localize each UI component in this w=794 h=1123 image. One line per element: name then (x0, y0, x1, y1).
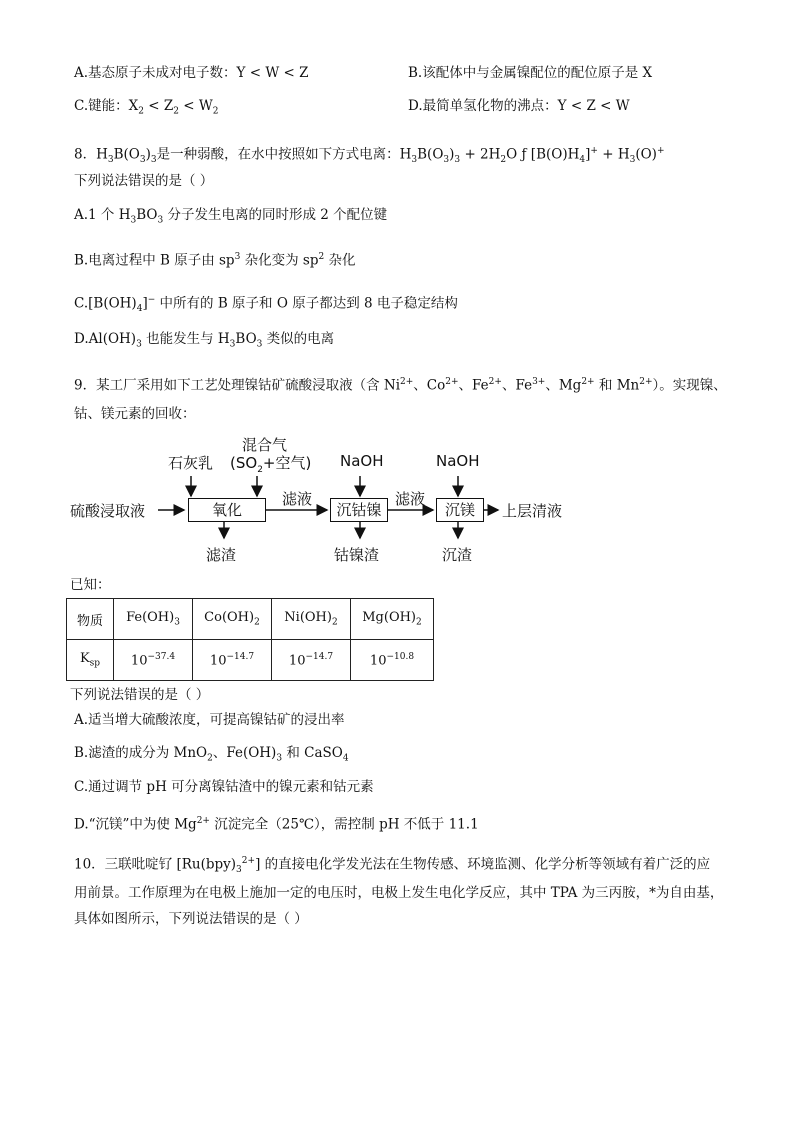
q9-sup: 2+ (581, 377, 595, 387)
flow-output-label: 上层清液 (502, 502, 563, 520)
q8b-sup: 2 (318, 252, 325, 262)
q9-known-text: 已知： (70, 577, 111, 593)
table-header-cell (193, 599, 272, 640)
q9c-text: C.通过调节 pH 可分离镍钴渣中的镍元素和钴元素 (74, 779, 374, 795)
q8d-text: 也能发生与 H (141, 331, 230, 347)
table-cell (351, 640, 434, 681)
reagent2-sub: 2 (257, 465, 263, 475)
table-header-cell: 物质 (67, 599, 114, 640)
flow-out1-label: 滤渣 (206, 546, 237, 564)
ksp-exp: −37.4 (147, 651, 176, 662)
q8-sub: 3 (107, 155, 114, 166)
reagent2-text: +空气) (262, 454, 312, 472)
q8-stem-text: ) (145, 146, 151, 163)
q8c-text: 中所有的 B 原子和 O 原子都达到 8 电子稳定结构 (155, 295, 458, 312)
q7c-text: < Z (144, 98, 174, 114)
flow-out3-label: 沉渣 (442, 546, 473, 564)
ksp-label: K (79, 651, 90, 667)
q8c-text: ] (142, 295, 148, 312)
q8-stem-text: + H (597, 146, 630, 163)
q10-sub: 3 (236, 865, 242, 876)
q8-option-a (74, 206, 387, 230)
q8-sub: 3 (139, 155, 146, 166)
q9-stem-text: ）。实现镍、 (652, 377, 727, 394)
q9b-sub: 2 (207, 753, 213, 764)
q8b-sup: 3 (234, 252, 241, 262)
q8d-sub: 3 (229, 339, 236, 350)
q10-sup: 2+ (241, 856, 256, 866)
q8-stem-text: + 2H (460, 146, 501, 163)
table-row (67, 599, 434, 640)
flow-box-oxidation: 氧化 (188, 498, 266, 522)
q8-sub: 3 (443, 155, 450, 166)
q9-stem-text: 和 Mn (594, 377, 640, 394)
q8d-sub: 3 (256, 339, 263, 350)
q9-option-d (74, 812, 479, 834)
q9-stem2-text: 钴、镁元素的回收： (74, 406, 196, 422)
q9-option-b (74, 744, 349, 768)
col-sub: 3 (174, 617, 180, 628)
flow-box-mg: 沉镁 (436, 498, 484, 522)
col-sub: 2 (331, 617, 338, 628)
table-row-label (67, 640, 114, 681)
q9-stem-text: 、Fe (501, 377, 533, 394)
q8a-sub: 3 (157, 215, 164, 226)
q8-stem (74, 142, 665, 169)
q7-option-d-text: D.最简单氢化物的沸点：Y < Z < W (408, 98, 630, 114)
q8-stem-text: 是一种弱酸，在水中按照如下方式电离：H (156, 146, 412, 163)
q8-option-b (74, 248, 356, 270)
q9-sup: 2+ (445, 377, 459, 387)
table-header-cell (114, 599, 193, 640)
q8-sup: + (656, 146, 665, 156)
flow-reagent2-line2 (230, 452, 311, 475)
flow-box-co-ni: 沉钴镍 (330, 498, 388, 522)
process-flow-diagram (70, 430, 590, 575)
q8a-text: A.1 个 H (74, 207, 131, 223)
flow-mid1-label: 滤液 (282, 490, 313, 508)
table-cell (114, 640, 193, 681)
ksp-base: 10 (130, 653, 148, 669)
q8-sub: 4 (579, 155, 586, 166)
q8c-sup: − (147, 295, 156, 305)
q9d-text: 沉淀完全（25℃），需控制 pH 不低于 11.1 (209, 816, 479, 833)
ksp-exp: −10.8 (386, 651, 415, 662)
q8-sub: 2 (500, 155, 507, 166)
q9-sup: 2+ (639, 377, 653, 387)
q7-option-b (408, 64, 652, 82)
q9-stem-text: 、Mg (545, 377, 582, 394)
q8-option-c (74, 291, 458, 318)
reagent2-text: (SO (230, 454, 258, 472)
q9-sup: 3+ (532, 377, 546, 387)
q9b-text: 和 CaSO (282, 745, 343, 761)
q10-line3 (74, 910, 308, 928)
q8-sub: 3 (629, 155, 636, 166)
flow-reagent1-label: 石灰乳 (168, 454, 214, 472)
q8-stem-text: B(O (417, 146, 444, 163)
q8d-sub: 3 (136, 339, 142, 350)
col-name: Ni(OH) (284, 610, 332, 626)
flow-reagent2-line1: 混合气 (242, 436, 288, 454)
q9-stem-line1 (74, 373, 727, 395)
q9-stem-text: 9．某工厂采用如下工艺处理镍钴矿硫酸浸取液（含 Ni (74, 377, 401, 394)
q9d-text: D.“沉镁”中为使 Mg (74, 816, 197, 833)
q8c-sub: 4 (136, 304, 143, 315)
q8b-text: 杂化变为 sp (240, 252, 319, 269)
q10-line2-text: 用前景。工作原理为在电极上施加一定的电压时，电极上发生电化学反应，其中 TPA 为三丙胺，*为自由基， (74, 885, 724, 901)
ksp-sub: sp (89, 658, 101, 669)
q7c-sub: 2 (138, 106, 144, 117)
q8-option-d (74, 330, 334, 354)
q8d-text: D.Al(OH) (74, 331, 137, 347)
q9-ask-text: 下列说法错误的是（ ） (70, 687, 210, 703)
q8d-text: 类似的电离 (262, 331, 335, 347)
q9a-text: A.适当增大硫酸浓度，可提高镍钴矿的浸出率 (74, 712, 345, 728)
table-row (67, 640, 434, 681)
q8-stem-text: 8．H (74, 146, 108, 163)
q9b-sub: 3 (276, 753, 283, 764)
q7-option-a (74, 64, 309, 82)
flow-input-label: 硫酸浸取液 (70, 502, 146, 520)
q8-sub: 3 (150, 155, 157, 166)
q7-option-d (408, 97, 630, 115)
q7c-text: < W (179, 98, 213, 114)
q9-known (70, 576, 111, 594)
q10-line2 (74, 884, 723, 902)
q9b-text: 、Fe(OH) (212, 745, 277, 761)
q8c-text: C.[B(OH) (74, 295, 137, 312)
q8a-sub: 3 (130, 215, 137, 226)
flow-reagent3-label: NaOH (340, 452, 384, 470)
q8d-text: BO (235, 331, 257, 347)
ksp-base: 10 (288, 653, 306, 669)
q8-sub: 3 (454, 155, 461, 166)
flow-mid2-label: 滤液 (395, 490, 426, 508)
q9-option-a (74, 711, 345, 729)
col-sub: 2 (416, 617, 422, 628)
q8b-text: 杂化 (324, 252, 356, 269)
q8-sub: 3 (411, 155, 418, 166)
table-header-cell (351, 599, 434, 640)
ksp-table (66, 598, 434, 681)
q8-ask (74, 172, 213, 190)
q10-line1 (74, 852, 710, 879)
flow-out2-label: 钴镍渣 (334, 546, 380, 564)
q10-text: ] 的直接电化学发光法在生物传感、环境监测、化学分析等领域有着广泛的应 (255, 856, 711, 873)
q8-stem-text: ) (449, 146, 455, 163)
table-cell (272, 640, 351, 681)
col-name: Fe(OH) (126, 610, 175, 626)
q9b-sub: 4 (342, 753, 349, 764)
q7-option-a-text: A.基态原子未成对电子数：Y < W < Z (74, 65, 309, 81)
flow-reagent4-label: NaOH (436, 452, 480, 470)
q7-option-c (74, 97, 219, 121)
q8b-text: B.电离过程中 B 原子由 sp (74, 252, 235, 269)
col-sub: 2 (254, 617, 260, 628)
q9-stem-text: 、Co (413, 377, 446, 394)
q9-sup: 2+ (400, 377, 414, 387)
q7c-sub: 2 (173, 106, 180, 117)
q9-ask (70, 686, 209, 704)
q10-text: 10．三联吡啶钌 [Ru(bpy) (74, 856, 237, 873)
ksp-base: 10 (369, 653, 387, 669)
ksp-base: 10 (209, 653, 227, 669)
ksp-exp: −14.7 (305, 651, 334, 662)
q8-stem-text: ] (585, 146, 591, 163)
q8a-text: BO (136, 207, 158, 223)
table-header-cell (272, 599, 351, 640)
q9b-text: B.滤渣的成分为 MnO (74, 745, 208, 761)
q9-sup: 2+ (488, 377, 502, 387)
col-name: Co(OH) (204, 610, 255, 626)
table-cell (193, 640, 272, 681)
q8-ask-text: 下列说法错误的是（ ） (74, 173, 214, 189)
q7c-sub: 2 (212, 106, 219, 117)
q10-line3-text: 具体如图所示，下列说法错误的是（ ） (74, 911, 308, 927)
q9-stem-text: 、Fe (458, 377, 489, 394)
q8-stem-text: B(O (113, 146, 140, 163)
q8-sup: + (590, 146, 598, 156)
q9d-sup: 2+ (196, 816, 210, 826)
q9-stem-line2 (74, 405, 196, 423)
q9-option-c (74, 778, 374, 796)
ksp-exp: −14.7 (226, 651, 255, 662)
q8-stem-text: (O) (635, 146, 657, 163)
col-name: Mg(OH) (362, 610, 417, 626)
q7-option-b-text: B.该配体中与金属镍配位的配位原子是 X (408, 65, 653, 81)
q7c-text: C.键能：X (74, 98, 139, 114)
q8a-text: 分子发生电离的同时形成 2 个配位键 (163, 207, 388, 223)
q8-stem-text: O ƒ [B(O)H (506, 146, 580, 163)
